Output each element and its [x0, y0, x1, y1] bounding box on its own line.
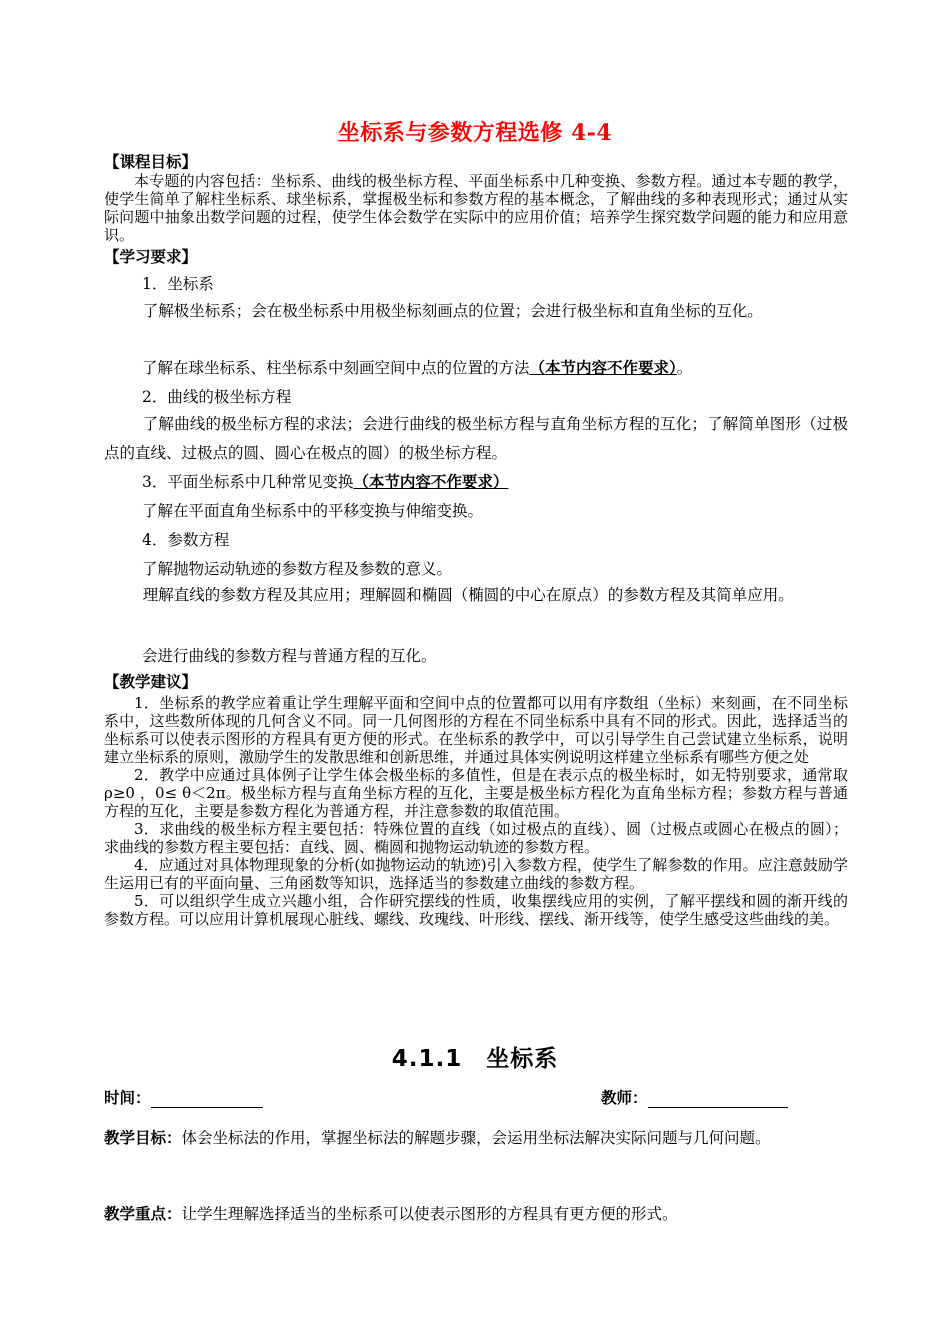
s4-paragraph-1: 了解抛物运动轨迹的参数方程及参数的意义。 [142, 560, 453, 578]
s1-p2-note: （本节内容不作要求） [529, 359, 677, 377]
time-blank [151, 1091, 263, 1108]
s3-title: 3．平面坐标系中几种常见变换 [142, 473, 354, 491]
teaching-adv-item-3: 3．求曲线的极坐标方程主要包括：特殊位置的直线（如过极点的直线）、圆（过极点或圆心在极点的圆）；求曲线的参数方程主要包括：直线、圆、椭圆和抛物运动轨迹的参数方程。 [104, 820, 848, 856]
s2-paragraph-1: 了解曲线的极坐标方程的求法；会进行曲线的极坐标方程与直角坐标方程的互化；了解简单图形（过极点的直线、过极点的圆、圆心在极点的圆）的极坐标方程。 [104, 415, 848, 462]
teaching-focus-label: 教学重点： [104, 1205, 182, 1223]
teaching-goal-text: 体会坐标法的作用，掌握坐标法的解题步骤，会运用坐标法解决实际问题与几何问题。 [181, 1129, 771, 1147]
teacher-label: 教师： [601, 1089, 648, 1107]
study-req-heading: 【学习要求】 [104, 248, 198, 266]
teaching-focus [104, 1194, 848, 1234]
teaching-goal [104, 1118, 848, 1158]
course-goal-text [104, 172, 848, 244]
teacher-blank [648, 1091, 788, 1108]
teaching-adv-heading: 【教学建议】 [104, 673, 198, 691]
time-label: 时间： [104, 1089, 151, 1107]
teaching-adv-item-1: 1．坐标系的教学应着重让学生理解平面和空间中点的位置都可以用有序数组（坐标）来刻画，在不同坐标系中，这些数所体现的几何含义不同。同一几何图形的方程在不同坐标系中具有不同的形式。因此，选择适当的坐标系可以使表示图形的方程具有更方便的形式。在坐标系的教学中，可以引导学生自己尝试建立坐标系，说明建立坐标系的原则，激励学生的发散思维和创新思维，并通过具体实例说明这样建立坐标系有哪些方便之处 [104, 694, 848, 766]
s3-paragraph-1: 了解在平面直角坐标系中的平移变换与伸缩变换。 [142, 502, 484, 520]
s1-p2-end: 。 [676, 359, 693, 377]
lesson-title: 4.1.1 坐标系 [391, 1046, 559, 1072]
time-field [104, 1086, 263, 1108]
teaching-adv-item-4: 4．应通过对具体物理现象的分析(如抛物运动的轨迹)引入参数方程，使学生了解参数的作用。应注意鼓励学生运用已有的平面向量、三角函数等知识，选择适当的参数建立曲线的参数方程。 [104, 856, 848, 892]
s3-title-line [142, 470, 508, 492]
teaching-adv-item-2: 2．教学中应通过具体例子让学生体会极坐标的多值性，但是在表示点的极坐标时，如无特别要求，通常取 ρ≥0 ，0≤ θ＜2π。极坐标方程与直角坐标方程的互化，主要是极坐标方程化为直角坐标方程；参数方程与普通方程的互化，主要是参数方程化为普通方程，并注意参数的取值范围。 [104, 766, 848, 820]
s4-title: 4．参数方程 [142, 531, 230, 549]
s3-note: （本节内容不作要求） [353, 473, 509, 491]
teaching-adv-list [104, 694, 848, 928]
teaching-goal-label: 教学目标： [104, 1129, 182, 1147]
teaching-focus-text: 让学生理解选择适当的坐标系可以使表示图形的方程具有更方便的形式。 [181, 1205, 678, 1223]
s1-paragraph-2 [142, 356, 692, 378]
s1-title: 1．坐标系 [142, 275, 214, 293]
teaching-adv-item-5: 5．可以组织学生成立兴趣小组，合作研究摆线的性质，收集摆线应用的实例，了解平摆线和圆的渐开线的参数方程。可以应用计算机展现心脏线、螺线、玫瑰线、叶形线、摆线、渐开线等，使学生感受这些曲线的美。 [104, 892, 848, 928]
s1-paragraph-1: 了解极坐标系；会在极坐标系中用极坐标刻画点的位置；会进行极坐标和直角坐标的互化。 [142, 302, 763, 320]
document-title: 坐标系与参数方程选修 4-4 [337, 120, 613, 146]
teacher-field [601, 1086, 788, 1108]
s4-paragraph-2: 理解直线的参数方程及其应用；理解圆和椭圆（椭圆的中心在原点）的参数方程及其简单应用。 [142, 586, 794, 604]
s4-paragraph-3: 会进行曲线的参数方程与普通方程的互化。 [142, 647, 437, 665]
s1-p2-text: 了解在球坐标系、柱坐标系中刻画空间中点的位置的方法 [142, 359, 530, 377]
course-goal-paragraph: 本专题的内容包括：坐标系、曲线的极坐标方程、平面坐标系中几种变换、参数方程。通过本专题的教学，使学生简单了解柱坐标系、球坐标系，掌握极坐标和参数方程的基本概念，了解曲线的多种表现形式；通过从实际问题中抽象出数学问题的过程，使学生体会数学在实际中的应用价值；培养学生探究数学问题的能力和应用意识。 [104, 172, 848, 244]
s2-title: 2．曲线的极坐标方程 [142, 388, 292, 406]
course-goal-heading: 【课程目标】 [104, 153, 198, 171]
